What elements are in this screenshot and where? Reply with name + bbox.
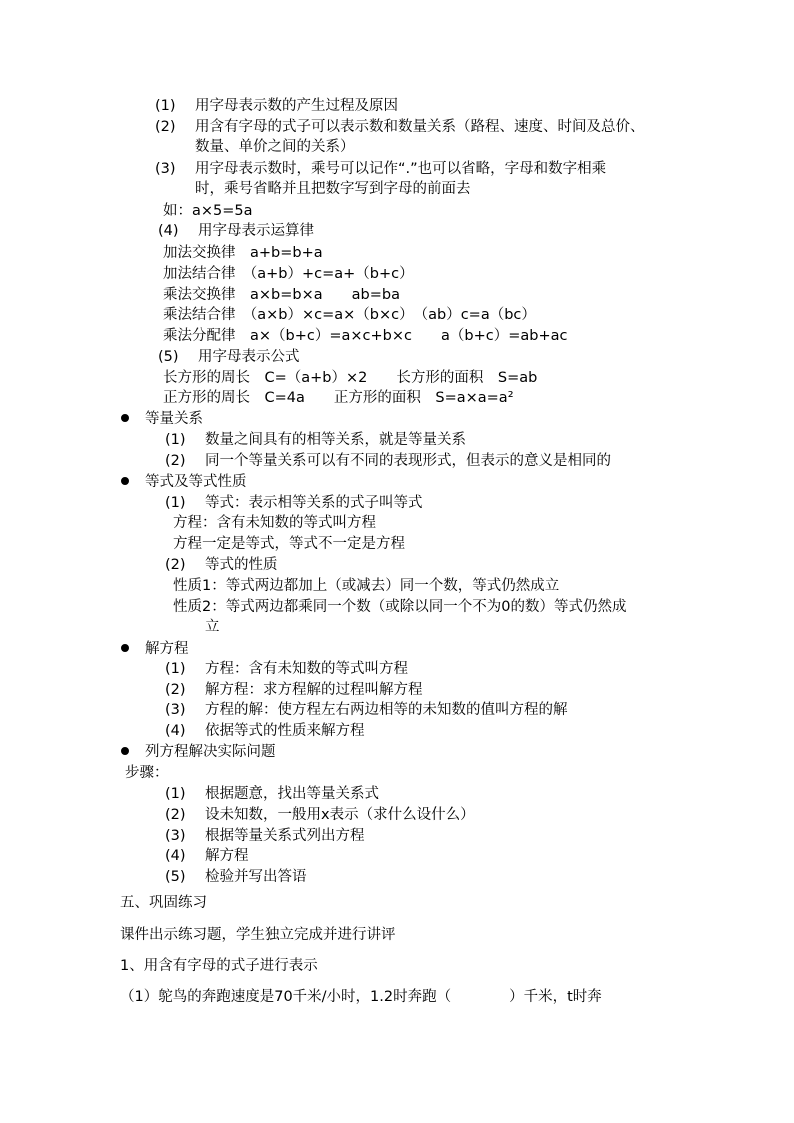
practice-intro: 课件出示练习题，学生独立完成并进行讲评	[120, 927, 396, 943]
section-title-practical: 列方程解决实际问题	[145, 744, 276, 760]
steps-label: 步骤：	[125, 765, 169, 781]
item-text: 检验并写出答语	[205, 869, 307, 885]
solve-item	[165, 700, 568, 721]
law-line: 乘法交换律 a×b=b×a ab=ba	[163, 287, 400, 303]
item-number: (2)	[165, 682, 186, 698]
item-number: (1)	[165, 661, 186, 677]
item-number: (1)	[165, 495, 186, 511]
algebra-example: 如：a×5=5a	[163, 203, 253, 219]
item-text: 设未知数，一般用x表示（求什么设什么）	[205, 807, 475, 823]
solve-item	[165, 721, 365, 742]
item-text: 同一个等量关系可以有不同的表现形式，但表示的意义是相同的	[205, 453, 611, 469]
item-text: 用字母表示运算律	[198, 223, 314, 239]
law-line: 乘法分配律 a×（b+c）=a×c+b×c a（b+c）=ab+ac	[163, 328, 568, 344]
item-text: 解方程：求方程解的过程叫解方程	[205, 682, 423, 698]
item-text: 方程：含有未知数的等式叫方程	[205, 661, 408, 677]
algebra-item-4	[158, 221, 314, 242]
algebra-item-3	[155, 159, 606, 180]
item-number: (3)	[155, 161, 176, 177]
algebra-item-1	[155, 96, 398, 117]
item-number: (3)	[165, 702, 186, 718]
bullet-icon	[121, 414, 129, 422]
property-2-cont: 立	[205, 619, 220, 635]
algebra-item-2	[155, 117, 645, 138]
item-number: (4)	[165, 723, 186, 739]
item-text: 方程的解：使方程左右两边相等的未知数的值叫方程的解	[205, 702, 568, 718]
formula-line: 长方形的周长 C=（a+b）×2 长方形的面积 S=ab	[163, 370, 538, 386]
solve-item	[165, 680, 423, 701]
equality-item-1	[165, 430, 466, 451]
formula-line: 正方形的周长 C=4a 正方形的面积 S=a×a=a²	[163, 390, 514, 406]
property-1: 性质1：等式两边都加上（或减去）同一个数，等式仍然成立	[173, 578, 560, 594]
equation-props-item-1	[165, 493, 423, 514]
item-text: 用含有字母的式子可以表示数和数量关系（路程、速度、时间及总价、	[195, 119, 645, 135]
algebra-item-5	[158, 347, 300, 368]
item-text: 根据等量关系式列出方程	[205, 828, 365, 844]
law-line: 加法交换律 a+b=b+a	[163, 245, 323, 261]
item-text: 根据题意，找出等量关系式	[205, 786, 379, 802]
bullet-icon	[121, 644, 129, 652]
property-2: 性质2：等式两边都乘同一个数（或除以同一个不为0的数）等式仍然成	[173, 599, 627, 615]
equality-item-2	[165, 451, 611, 472]
practice-heading: 五、巩固练习	[120, 895, 207, 911]
item-number: (4)	[158, 223, 179, 239]
law-line: 加法结合律 （a+b）+c=a+（b+c）	[163, 266, 414, 282]
bullet-icon	[121, 747, 129, 755]
item-text: 用字母表示数时，乘号可以记作“.”也可以省略，字母和数字相乘	[195, 161, 607, 177]
step-item	[165, 805, 475, 826]
item-text: 数量之间具有的相等关系，就是等量关系	[205, 432, 466, 448]
item-number: (2)	[155, 119, 176, 135]
item-text: 依据等式的性质来解方程	[205, 723, 365, 739]
item-text: 用字母表示公式	[198, 349, 300, 365]
step-item	[165, 867, 307, 888]
section-title-equation-props: 等式及等式性质	[145, 474, 247, 490]
item-number: (5)	[165, 869, 186, 885]
question-1: （1）鸵鸟的奔跑速度是70千米/小时，1.2时奔跑（ ）千米，t时奔	[120, 989, 602, 1005]
item-text: 等式的性质	[205, 557, 278, 573]
law-line: 乘法结合律 （a×b）×c=a×（b×c） （ab）c=a（bc）	[163, 307, 536, 323]
item-number: (2)	[165, 453, 186, 469]
section-title-equality: 等量关系	[145, 411, 203, 427]
step-item	[165, 826, 365, 847]
equation-props-item-2	[165, 555, 278, 576]
question-title: 1、用含有字母的式子进行表示	[120, 958, 318, 974]
item-number: (2)	[165, 807, 186, 823]
item-number: (3)	[165, 828, 186, 844]
algebra-item-2-cont: 数量、单价之间的关系）	[195, 139, 355, 155]
equation-props-sub: 方程：含有未知数的等式叫方程	[173, 515, 376, 531]
item-text: 等式：表示相等关系的式子叫等式	[205, 495, 423, 511]
item-number: (1)	[155, 98, 176, 114]
item-text: 解方程	[205, 848, 249, 864]
item-number: (4)	[165, 848, 186, 864]
step-item	[165, 784, 379, 805]
algebra-item-3-cont: 时，乘号省略并且把数字写到字母的前面去	[195, 181, 471, 197]
solve-item	[165, 659, 408, 680]
equation-props-sub: 方程一定是等式，等式不一定是方程	[173, 536, 405, 552]
section-title-solve: 解方程	[145, 641, 189, 657]
item-text: 用字母表示数的产生过程及原因	[195, 98, 398, 114]
step-item	[165, 846, 249, 867]
item-number: (1)	[165, 432, 186, 448]
item-number: (2)	[165, 557, 186, 573]
bullet-icon	[121, 477, 129, 485]
item-number: (1)	[165, 786, 186, 802]
item-number: (5)	[158, 349, 179, 365]
